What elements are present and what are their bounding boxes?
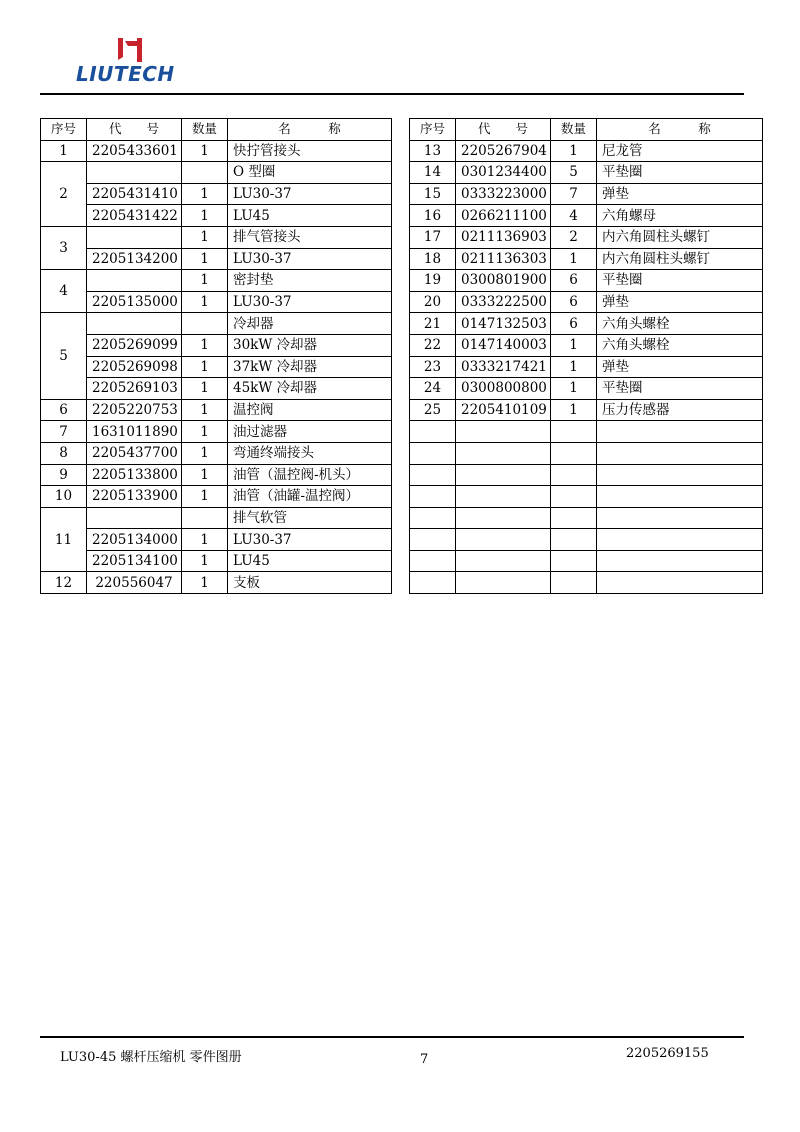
cell-code: 2205134200: [87, 248, 182, 270]
cell-no: 4: [41, 270, 87, 313]
cell-code: 1631011890: [87, 421, 182, 443]
cell-no: 1: [41, 140, 87, 162]
table-row: [410, 291, 763, 313]
cell-no: 12: [41, 572, 87, 594]
cell-code: 0147132503: [456, 313, 551, 335]
cell-name: 弯通终端接头: [228, 442, 392, 464]
cell-no: 15: [410, 183, 456, 205]
table-row: [410, 399, 763, 421]
cell-name: [597, 529, 763, 551]
cell-qty: 1: [182, 270, 228, 292]
cell-name: 排气软管: [228, 507, 392, 529]
table-row: [410, 248, 763, 270]
cell-code: [87, 313, 182, 335]
cell-qty: 6: [551, 313, 597, 335]
logo-mark-icon: [116, 38, 144, 62]
header-code: 代 号: [87, 119, 182, 141]
parts-table-left: [40, 118, 392, 594]
cell-name: LU30-37: [228, 248, 392, 270]
cell-name: LU45: [228, 205, 392, 227]
cell-code: [456, 550, 551, 572]
header-no: 序号: [41, 119, 87, 141]
cell-qty: 1: [182, 399, 228, 421]
document-code: 2205269155: [626, 1046, 709, 1061]
table-row: [410, 226, 763, 248]
cell-name: LU30-37: [228, 291, 392, 313]
footer-rule: [40, 1036, 744, 1038]
cell-code: [87, 270, 182, 292]
cell-no: 25: [410, 399, 456, 421]
cell-qty: 6: [551, 291, 597, 313]
cell-qty: 1: [182, 205, 228, 227]
cell-qty: 7: [551, 183, 597, 205]
cell-no: 5: [41, 313, 87, 399]
cell-qty: 1: [182, 421, 228, 443]
cell-name: 油管（温控阀-机头）: [228, 464, 392, 486]
table-row: [410, 529, 763, 551]
cell-code: 0266211100: [456, 205, 551, 227]
cell-no: 10: [41, 486, 87, 508]
cell-code: [456, 486, 551, 508]
cell-code: 2205437700: [87, 442, 182, 464]
cell-code: [456, 529, 551, 551]
cell-name: 冷却器: [228, 313, 392, 335]
table-row: [41, 226, 392, 248]
table-row: [410, 313, 763, 335]
cell-name: 油管（油罐-温控阀）: [228, 486, 392, 508]
table-row: [41, 550, 392, 572]
cell-code: 2205220753: [87, 399, 182, 421]
cell-no: 6: [41, 399, 87, 421]
cell-name: 内六角圆柱头螺钉: [597, 248, 763, 270]
parts-table-right: [409, 118, 763, 594]
cell-qty: 5: [551, 162, 597, 184]
cell-code: 2205269098: [87, 356, 182, 378]
cell-qty: 1: [182, 226, 228, 248]
table-header-row: [41, 119, 392, 141]
parts-table-left-body: [41, 140, 392, 593]
cell-code: 220556047: [87, 572, 182, 594]
table-row: [41, 572, 392, 594]
table-row: [410, 356, 763, 378]
cell-code: 2205269099: [87, 334, 182, 356]
cell-code: 0301234400: [456, 162, 551, 184]
cell-no: 8: [41, 442, 87, 464]
cell-name: 六角头螺栓: [597, 313, 763, 335]
cell-no: 2: [41, 162, 87, 227]
table-row: [410, 140, 763, 162]
cell-name: 37kW 冷却器: [228, 356, 392, 378]
cell-name: 压力传感器: [597, 399, 763, 421]
cell-no: [410, 442, 456, 464]
header-qty: 数量: [551, 119, 597, 141]
cell-name: 温控阀: [228, 399, 392, 421]
table-row: [410, 162, 763, 184]
cell-name: LU30-37: [228, 529, 392, 551]
table-row: [41, 313, 392, 335]
cell-qty: 1: [182, 183, 228, 205]
cell-no: 13: [410, 140, 456, 162]
cell-qty: 1: [551, 248, 597, 270]
cell-qty: 1: [551, 140, 597, 162]
table-header-row: [410, 119, 763, 141]
cell-no: 11: [41, 507, 87, 572]
cell-no: 9: [41, 464, 87, 486]
cell-code: 0211136903: [456, 226, 551, 248]
cell-qty: 1: [182, 291, 228, 313]
table-row: [41, 486, 392, 508]
cell-qty: [551, 550, 597, 572]
cell-name: LU45: [228, 550, 392, 572]
cell-no: 23: [410, 356, 456, 378]
parts-table-right-body: [410, 140, 763, 593]
cell-code: [456, 572, 551, 594]
cell-name: 弹垫: [597, 291, 763, 313]
cell-no: 24: [410, 378, 456, 400]
cell-name: [597, 507, 763, 529]
table-row: [410, 378, 763, 400]
cell-name: 平垫圈: [597, 270, 763, 292]
cell-code: 0300800800: [456, 378, 551, 400]
cell-name: O 型圈: [228, 162, 392, 184]
cell-code: 2205135000: [87, 291, 182, 313]
cell-code: [456, 442, 551, 464]
table-row: [410, 421, 763, 443]
table-row: [410, 270, 763, 292]
cell-qty: 1: [182, 378, 228, 400]
cell-code: 2205431410: [87, 183, 182, 205]
cell-no: [410, 550, 456, 572]
cell-qty: [182, 313, 228, 335]
cell-qty: [551, 529, 597, 551]
header-rule: [40, 93, 744, 95]
cell-code: 0147140003: [456, 334, 551, 356]
cell-no: [410, 529, 456, 551]
cell-name: 排气管接头: [228, 226, 392, 248]
table-row: [41, 529, 392, 551]
company-logo: [76, 38, 186, 88]
cell-name: 内六角圆柱头螺钉: [597, 226, 763, 248]
cell-name: 六角头螺栓: [597, 334, 763, 356]
cell-code: [87, 162, 182, 184]
cell-code: 2205269103: [87, 378, 182, 400]
header-no: 序号: [410, 119, 456, 141]
cell-code: 2205133800: [87, 464, 182, 486]
table-row: [410, 550, 763, 572]
cell-code: 2205410109: [456, 399, 551, 421]
cell-name: 油过滤器: [228, 421, 392, 443]
table-row: [41, 248, 392, 270]
cell-qty: [182, 162, 228, 184]
table-row: [410, 507, 763, 529]
cell-no: 19: [410, 270, 456, 292]
table-row: [41, 464, 392, 486]
cell-name: 45kW 冷却器: [228, 378, 392, 400]
table-row: [41, 270, 392, 292]
cell-name: 平垫圈: [597, 378, 763, 400]
table-row: [410, 464, 763, 486]
table-row: [410, 334, 763, 356]
cell-qty: 6: [551, 270, 597, 292]
cell-qty: 1: [182, 464, 228, 486]
header-name: 名 称: [228, 119, 392, 141]
cell-code: 2205133900: [87, 486, 182, 508]
cell-no: 21: [410, 313, 456, 335]
cell-code: 0211136303: [456, 248, 551, 270]
cell-qty: [551, 572, 597, 594]
cell-qty: 1: [551, 378, 597, 400]
cell-no: [410, 464, 456, 486]
cell-name: 密封垫: [228, 270, 392, 292]
cell-name: [597, 464, 763, 486]
cell-code: 2205431422: [87, 205, 182, 227]
table-row: [41, 162, 392, 184]
cell-qty: 1: [182, 334, 228, 356]
table-row: [410, 572, 763, 594]
cell-name: [597, 486, 763, 508]
cell-code: 2205134100: [87, 550, 182, 572]
cell-code: [456, 464, 551, 486]
cell-code: 2205267904: [456, 140, 551, 162]
cell-no: [410, 486, 456, 508]
cell-qty: 2: [551, 226, 597, 248]
cell-qty: [551, 442, 597, 464]
page-number: 7: [420, 1052, 429, 1067]
header-qty: 数量: [182, 119, 228, 141]
cell-code: 2205433601: [87, 140, 182, 162]
cell-name: 弹垫: [597, 356, 763, 378]
cell-name: 平垫圈: [597, 162, 763, 184]
cell-qty: 1: [182, 356, 228, 378]
cell-qty: 1: [182, 248, 228, 270]
footer-title: LU30-45 螺杆压缩机 零件图册: [60, 1050, 242, 1065]
cell-no: [410, 572, 456, 594]
table-row: [41, 205, 392, 227]
cell-no: 18: [410, 248, 456, 270]
logo-text: LIUTECH: [76, 62, 175, 86]
cell-qty: 1: [182, 486, 228, 508]
header-code: 代 号: [456, 119, 551, 141]
cell-code: 0333217421: [456, 356, 551, 378]
table-row: [41, 291, 392, 313]
cell-no: 20: [410, 291, 456, 313]
cell-name: 快拧管接头: [228, 140, 392, 162]
cell-code: 0333222500: [456, 291, 551, 313]
table-row: [41, 183, 392, 205]
table-row: [41, 442, 392, 464]
cell-name: [597, 442, 763, 464]
table-row: [410, 442, 763, 464]
cell-code: [456, 507, 551, 529]
cell-code: 2205134000: [87, 529, 182, 551]
cell-qty: 4: [551, 205, 597, 227]
cell-name: [597, 421, 763, 443]
cell-name: 尼龙管: [597, 140, 763, 162]
cell-code: 0300801900: [456, 270, 551, 292]
cell-qty: [551, 507, 597, 529]
cell-qty: 1: [182, 442, 228, 464]
cell-qty: 1: [551, 356, 597, 378]
cell-no: [410, 507, 456, 529]
cell-no: 17: [410, 226, 456, 248]
cell-code: [87, 507, 182, 529]
cell-name: [597, 572, 763, 594]
cell-code: [456, 421, 551, 443]
table-row: [41, 356, 392, 378]
table-row: [41, 399, 392, 421]
cell-qty: 1: [182, 550, 228, 572]
cell-name: 六角螺母: [597, 205, 763, 227]
cell-qty: 1: [551, 399, 597, 421]
cell-code: 0333223000: [456, 183, 551, 205]
table-row: [41, 378, 392, 400]
table-row: [41, 421, 392, 443]
cell-name: LU30-37: [228, 183, 392, 205]
cell-qty: [551, 464, 597, 486]
cell-no: 14: [410, 162, 456, 184]
cell-qty: [551, 421, 597, 443]
cell-name: 弹垫: [597, 183, 763, 205]
cell-qty: 1: [551, 334, 597, 356]
cell-qty: 1: [182, 140, 228, 162]
header-name: 名 称: [597, 119, 763, 141]
cell-no: 7: [41, 421, 87, 443]
table-row: [41, 507, 392, 529]
table-row: [410, 183, 763, 205]
cell-name: [597, 550, 763, 572]
cell-no: [410, 421, 456, 443]
table-row: [410, 205, 763, 227]
table-row: [41, 334, 392, 356]
cell-name: 支板: [228, 572, 392, 594]
table-row: [410, 486, 763, 508]
cell-qty: [182, 507, 228, 529]
cell-no: 16: [410, 205, 456, 227]
cell-name: 30kW 冷却器: [228, 334, 392, 356]
cell-code: [87, 226, 182, 248]
cell-qty: 1: [182, 529, 228, 551]
cell-no: 3: [41, 226, 87, 269]
table-row: [41, 140, 392, 162]
cell-no: 22: [410, 334, 456, 356]
cell-qty: [551, 486, 597, 508]
cell-qty: 1: [182, 572, 228, 594]
